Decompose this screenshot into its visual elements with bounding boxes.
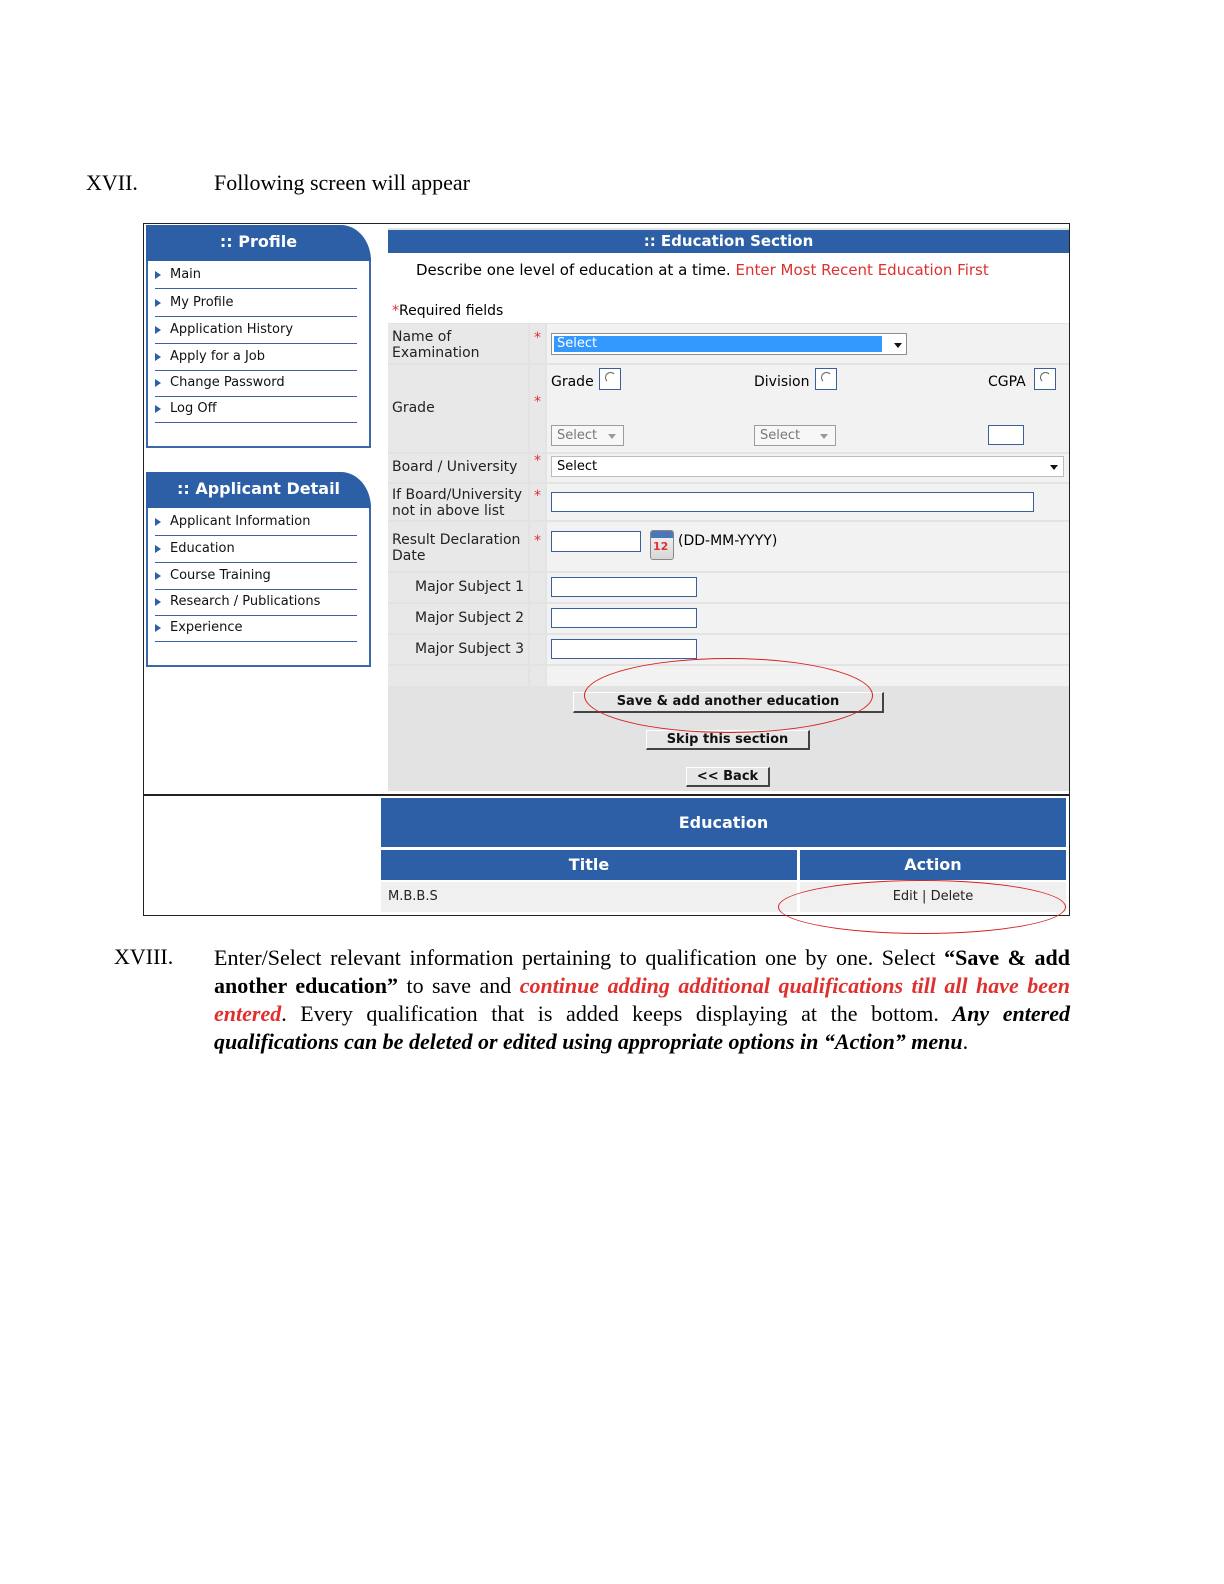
menu-item-my-profile[interactable]: My Profile [155,290,357,317]
menu-item-apply-for-job[interactable]: Apply for a Job [155,344,357,371]
date-format-hint: (DD-MM-YYYY) [678,533,778,549]
education-table-title: Education [381,798,1066,847]
spacer-star-cell [530,666,545,686]
board-other-star: * [530,484,545,520]
name-of-exam-star: * [530,324,545,363]
board-select-value: Select [557,459,598,474]
step-18-part-3: to save and [398,973,520,998]
highlight-ellipse-actions [778,880,1066,934]
column-action-header: Action [800,850,1066,880]
required-fields-label: Required fields [399,303,504,319]
save-add-another-button[interactable]: Save & add another education [573,692,884,713]
board-other-label: If Board/University not in above list [388,484,528,520]
major-subject-2-gap [530,604,545,633]
division-select[interactable]: Select [754,425,836,446]
menu-item-main[interactable]: Main [155,262,357,289]
name-of-exam-select[interactable] [551,333,907,355]
intro-highlight: Enter Most Recent Education First [735,261,989,279]
highlight-ellipse-save [584,658,873,733]
cgpa-radio[interactable] [1034,368,1056,390]
cgpa-input[interactable] [988,425,1024,445]
division-radio[interactable] [815,368,837,390]
grade-radio[interactable] [599,368,621,390]
result-date-label: Result Declaration Date [388,522,528,571]
step-18-save-phrase: “Save & add another education” [214,945,1070,998]
education-section-title: :: Education Section [388,230,1069,253]
action-separator: | [922,889,927,904]
chevron-down-icon [1050,465,1058,470]
grade-star: * [530,365,545,452]
required-star: * [392,303,399,319]
calendar-icon[interactable] [650,530,674,560]
name-of-exam-label: Name of Examination [388,324,528,363]
result-date-input[interactable] [551,531,641,552]
result-date-star: * [530,522,545,571]
step-18-text [214,944,1070,1056]
skip-section-button[interactable]: Skip this section [646,730,810,750]
step-18-period: . [962,1029,969,1054]
board-label: Board / University [388,454,528,482]
menu-item-applicant-information[interactable]: Applicant Information [155,509,357,536]
profile-panel-title: :: Profile [146,225,371,261]
step-18-action-phrase: Any entered qualifications can be deleted or edited using appropriate options in “Action” menu [214,1001,1070,1054]
screenshot-divider [143,794,1070,796]
menu-item-education[interactable]: Education [155,536,357,563]
major-subject-2-input[interactable] [551,608,697,628]
menu-item-course-training[interactable]: Course Training [155,563,357,590]
applicant-panel-title: :: Applicant Detail [146,472,371,508]
spacer-label-cell [388,666,528,686]
step-18-part-5: . Every qualification that is added keeps displaying at the bottom. [281,1001,953,1026]
major-subject-1-input[interactable] [551,577,697,597]
step-number-17: XVII. [86,170,138,195]
menu-item-experience[interactable]: Experience [155,615,357,642]
calendar-day: 12 [653,540,669,553]
menu-item-application-history[interactable]: Application History [155,317,357,344]
step-18-part-1: Enter/Select relevant information pertaining to qualification one by one. Select [214,945,945,970]
major-subject-2-label: Major Subject 2 [388,604,528,633]
step-17-text: Following screen will appear [214,170,470,195]
major-subject-3-label: Major Subject 3 [388,635,528,664]
delete-link[interactable]: Delete [930,889,974,904]
menu-item-change-password[interactable]: Change Password [155,370,357,397]
major-subject-1-gap [530,573,545,602]
name-of-exam-value: Select [554,336,882,352]
step-18-continue-phrase: continue adding additional qualifications till all have been entered [214,973,1071,1026]
chevron-down-icon [894,343,902,348]
major-subject-3-gap [530,635,545,664]
board-select[interactable] [551,456,1064,477]
board-other-input[interactable] [551,492,1034,512]
grade-option-label: Grade [551,374,594,390]
major-subject-1-label: Major Subject 1 [388,573,528,602]
intro-text: Describe one level of education at a time. [416,261,731,279]
major-subject-3-input[interactable] [551,639,697,659]
menu-item-log-off[interactable]: Log Off [155,396,357,423]
edit-link[interactable]: Edit [892,889,918,904]
menu-item-research-publications[interactable]: Research / Publications [155,589,357,616]
grade-select[interactable]: Select [551,425,624,446]
back-button[interactable]: << Back [686,767,770,787]
board-star: * [530,454,545,482]
education-intro [388,253,1069,323]
step-number-18: XVIII. [114,944,174,969]
grade-label: Grade [388,365,528,452]
table-row-title: M.B.B.S [381,882,797,912]
column-title-header: Title [381,850,797,880]
cgpa-option-label: CGPA [988,374,1026,390]
division-option-label: Division [754,374,810,390]
